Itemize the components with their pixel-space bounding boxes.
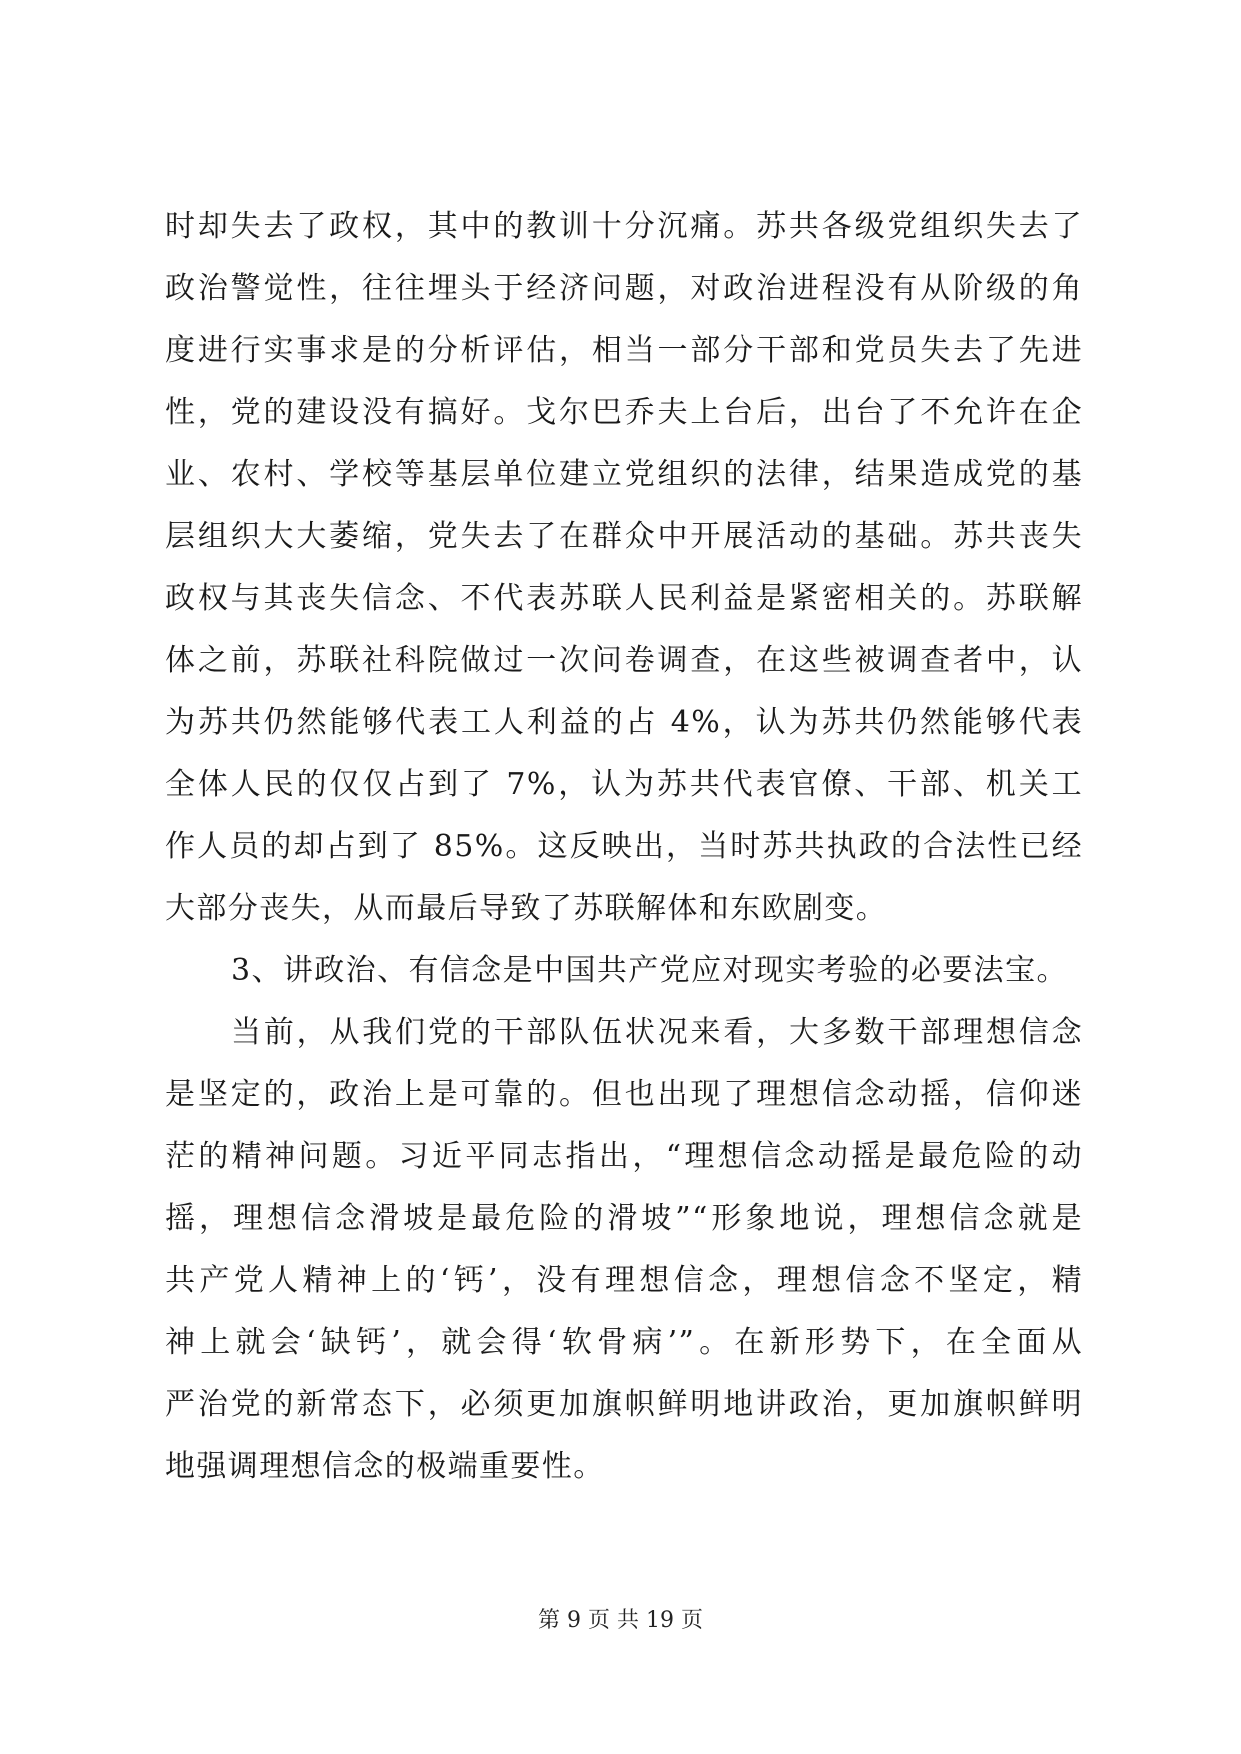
text-line: 政权与其丧失信念、不代表苏联人民利益是紧密相关的。苏联解 — [165, 581, 1083, 616]
paragraph — [165, 1002, 1083, 1498]
text-line: 体之前，苏联社科院做过一次问卷调查，在这些被调查者中，认 — [165, 643, 1083, 678]
text-line: 性，党的建设没有搞好。戈尔巴乔夫上台后，出台了不允许在企 — [165, 395, 1083, 430]
text-line: 作人员的却占到了 85%。这反映出，当时苏共执政的合法性已经 — [165, 829, 1083, 864]
paragraph — [165, 196, 1083, 940]
text-line: 政治警觉性，往往埋头于经济问题，对政治进程没有从阶级的角 — [165, 271, 1083, 306]
text-line: 全体人民的仅仅占到了 7%，认为苏共代表官僚、干部、机关工 — [165, 767, 1083, 802]
text-line: 度进行实事求是的分析评估，相当一部分干部和党员失去了先进 — [165, 333, 1083, 368]
text-line: 3、讲政治、有信念是中国共产党应对现实考验的必要法宝。 — [231, 953, 1068, 988]
paragraph — [165, 940, 1083, 1002]
text-line: 神上就会‘缺钙’，就会得‘软骨病’”。在新形势下，在全面从 — [165, 1325, 1083, 1360]
text-line: 茫的精神问题。习近平同志指出，“理想信念动摇是最危险的动 — [165, 1139, 1083, 1174]
text-line: 时却失去了政权，其中的教训十分沉痛。苏共各级党组织失去了 — [165, 209, 1083, 244]
text-line: 共产党人精神上的‘钙’，没有理想信念，理想信念不坚定，精 — [165, 1263, 1083, 1298]
text-line: 当前，从我们党的干部队伍状况来看，大多数干部理想信念 — [231, 1015, 1083, 1050]
text-line: 大部分丧失，从而最后导致了苏联解体和东欧剧变。 — [165, 891, 888, 926]
text-line: 地强调理想信念的极端重要性。 — [165, 1449, 605, 1484]
text-line: 业、农村、学校等基层单位建立党组织的法律，结果造成党的基 — [165, 457, 1083, 492]
text-line: 严治党的新常态下，必须更加旗帜鲜明地讲政治，更加旗帜鲜明 — [165, 1387, 1083, 1422]
body-text — [165, 196, 1083, 1498]
text-line: 摇，理想信念滑坡是最危险的滑坡”“形象地说，理想信念就是 — [165, 1201, 1083, 1236]
page-number-footer: 第 9 页 共 19 页 — [538, 1608, 703, 1633]
text-line: 是坚定的，政治上是可靠的。但也出现了理想信念动摇，信仰迷 — [165, 1077, 1083, 1112]
text-line: 为苏共仍然能够代表工人利益的占 4%，认为苏共仍然能够代表 — [165, 705, 1083, 740]
text-line: 层组织大大萎缩，党失去了在群众中开展活动的基础。苏共丧失 — [165, 519, 1083, 554]
